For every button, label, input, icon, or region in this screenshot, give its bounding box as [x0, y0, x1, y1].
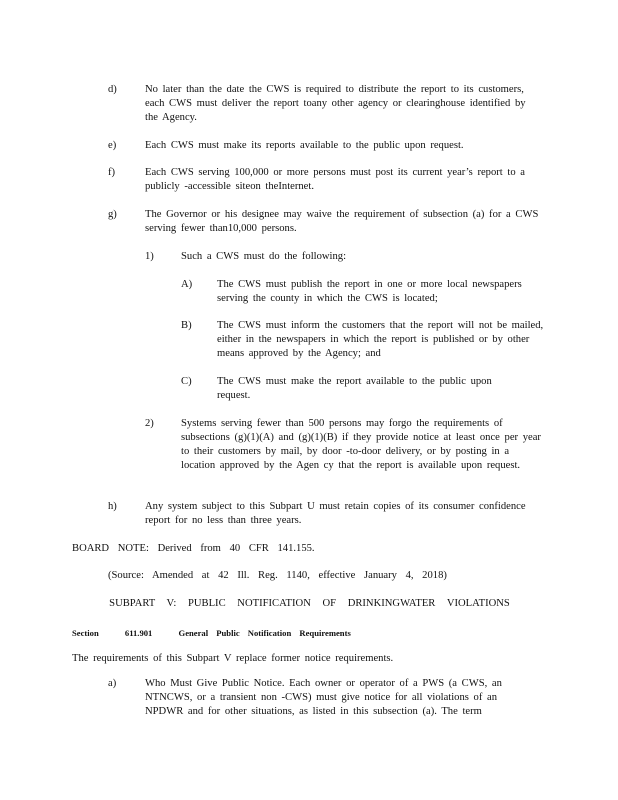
subpart-heading: SUBPART V: PUBLIC NOTIFICATION OF DRINKINGWATER VIOLATIONS — [109, 598, 510, 609]
section-title: General Public Notification Requirements — [178, 628, 351, 638]
item-d-label: d) — [108, 84, 117, 95]
item-d-text: No later than the date the CWS is required to distribute the report to its customers, each CWS must deliver the report toany other agency or clearinghouse identified by the Agency. — [145, 84, 526, 123]
item-g2-label: 2) — [145, 418, 154, 429]
item-e-text: Each CWS must make its reports available to the public upon request. — [145, 140, 464, 151]
item-g2-text: Systems serving fewer than 500 persons may forgo the requirements of subsections (g)(1)(A) and (g)(1)(B) if they provide notice at least once per year to their customers by mail, by door -to-door delivery, or by posting in a location approved by the Agen cy that the report is available upon request. — [181, 418, 541, 471]
item-f-label: f) — [108, 167, 116, 178]
item-g1b-text: The CWS must inform the customers that the report will not be mailed, either in the newspapers in which the report is published or by other means approved by the Agency; and — [217, 320, 544, 359]
item-g-label: g) — [108, 209, 117, 220]
section-number: 611.901 — [124, 628, 153, 638]
source-note: (Source: Amended at 42 Ill. Reg. 1140, effective January 4, 2018) — [108, 570, 447, 581]
item-g1-text: Such a CWS must do the following: — [181, 251, 347, 262]
item-a-label: a) — [108, 678, 117, 689]
section-label: Section — [72, 628, 99, 638]
item-h-text: Any system subject to this Subpart U must retain copies of its consumer confidence report for no less than three years. — [145, 501, 526, 526]
item-f-text: Each CWS serving 100,000 or more persons must post its current year’s report to a publicly -accessible siteon theInternet. — [145, 167, 525, 192]
item-h-label: h) — [108, 501, 117, 512]
section-heading — [72, 626, 552, 640]
item-g1c-text: The CWS must make the report available to the public upon request. — [217, 376, 492, 401]
item-g1c-label: C) — [181, 376, 192, 387]
item-g1a-text: The CWS must publish the report in one or more local newspapers serving the county in which the CWS is located; — [217, 279, 522, 304]
item-e-label: e) — [108, 140, 117, 151]
item-g-text: The Governor or his designee may waive the requirement of subsection (a) for a CWS serving fewer than10,000 persons. — [145, 209, 539, 234]
item-g1-label: 1) — [145, 251, 154, 262]
item-a-text: Who Must Give Public Notice. Each owner or operator of a PWS (a CWS, an NTNCWS, or a transient non -CWS) must give notice for all violations of an NPDWR and for other situations, as listed in this subsection (a). The term — [145, 678, 502, 717]
board-note: BOARD NOTE: Derived from 40 CFR 141.155. — [72, 543, 315, 554]
item-g1b-label: B) — [181, 320, 192, 331]
item-g1a-label: A) — [181, 279, 193, 290]
subpart-intro: The requirements of this Subpart V replace former notice requirements. — [72, 653, 394, 664]
